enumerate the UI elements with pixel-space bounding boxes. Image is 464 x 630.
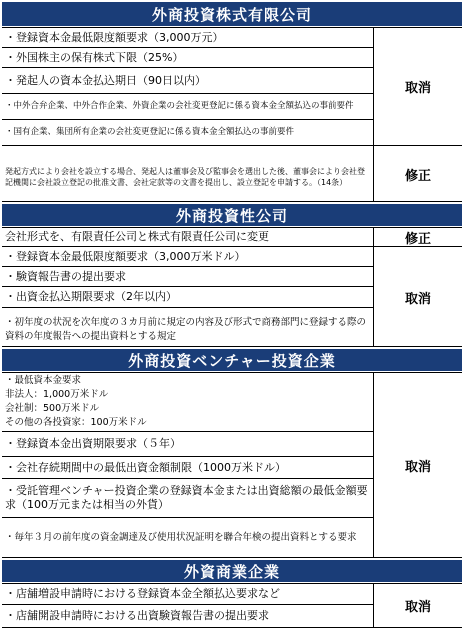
status-cancel: 取消 <box>374 28 462 146</box>
table-row: ・登録資本金出資期限要求（５年） <box>2 432 374 457</box>
table-row: ・会社存続期間中の最低出資金額制限（1000万米ドル） <box>2 457 374 479</box>
table-row: ・登録資本金最低限度額要求（3,000万米ドル） <box>2 247 374 267</box>
min-capital-heading: ・最低資本金要求 <box>5 375 82 386</box>
table-row: ・登録資本金最低限度額要求（3,000万元） <box>2 28 374 48</box>
table-row: ・受託管理ベンチャー投資企業の登録資本金または出資総額の最低金額要求（100万元または相当の外貨） <box>2 479 374 518</box>
section-table-1 <box>2 27 462 202</box>
section-title: 外資商業企業 <box>183 562 280 581</box>
table-row: ・店舗開設申請時における出資験資報告書の提出要求 <box>2 605 374 627</box>
status-revise: 修正 <box>374 228 462 247</box>
section-header-foreign-invested-holding <box>2 204 462 226</box>
section-header-foreign-commercial <box>2 560 462 582</box>
min-capital-line: 非法人：1,000万米ドル <box>5 389 109 400</box>
table-row: ・店舗増設申請時における登録資本金全額払込要求など <box>2 584 374 605</box>
table-row: 発起方式により会社を設立する場合、発起人は董事会及び監事会を選出した後、董事会により会社登記機関に会社設立登記の批准文書、会社定款等の文書を提出し、設立登記を申請する。（14条） <box>2 146 374 202</box>
section-header-foreign-invested-joint-stock <box>2 2 462 26</box>
table-row: ・外国株主の保有株式下限（25%） <box>2 48 374 68</box>
table-row: ・発起人の資本金払込期日（90日以内） <box>2 68 374 94</box>
table-row: 会社形式を、有限責任公司と株式有限責任公司に変更 <box>2 228 374 247</box>
section-title: 外商投資性公司 <box>175 206 288 225</box>
table-row: ・毎年３月の前年度の資金調達及び使用状況証明を聯合年検の提出資料とする要求 <box>2 518 374 558</box>
table-row: ・出資金払込期限要求（2年以内） <box>2 287 374 308</box>
status-revise: 修正 <box>404 168 431 184</box>
section-title: 外商投資株式有限公司 <box>151 5 312 24</box>
section-table-4 <box>2 583 462 628</box>
table-row: ・中外合弁企業、中外合作企業、外資企業の会社変更登記に係る資本金全額払込の事前要件 <box>2 94 374 120</box>
table-row: ・験資報告書の提出要求 <box>2 267 374 287</box>
min-capital-line: その他の各投資家：100万米ドル <box>5 417 147 428</box>
status-cancel: 取消 <box>404 291 431 307</box>
table-row: ・初年度の状況を次年度の３カ月前に規定の内容及び形式で商務部門に登録する際の資料の年度報告への提出資料とする規定 <box>2 308 374 347</box>
section-table-2 <box>2 227 462 347</box>
section-table-3 <box>2 372 462 558</box>
section-title: 外商投資ベンチャー投資企業 <box>128 351 336 370</box>
table-row: ・国有企業、集団所有企業の会社変更登記に係る資本金全額払込の事前要件 <box>2 120 374 146</box>
status-cancel: 取消 <box>404 460 431 475</box>
section-header-venture-investment <box>2 349 462 371</box>
status-cancel: 取消 <box>404 600 431 615</box>
min-capital-block <box>2 373 374 432</box>
min-capital-line: 会社制：500万米ドル <box>5 403 100 414</box>
